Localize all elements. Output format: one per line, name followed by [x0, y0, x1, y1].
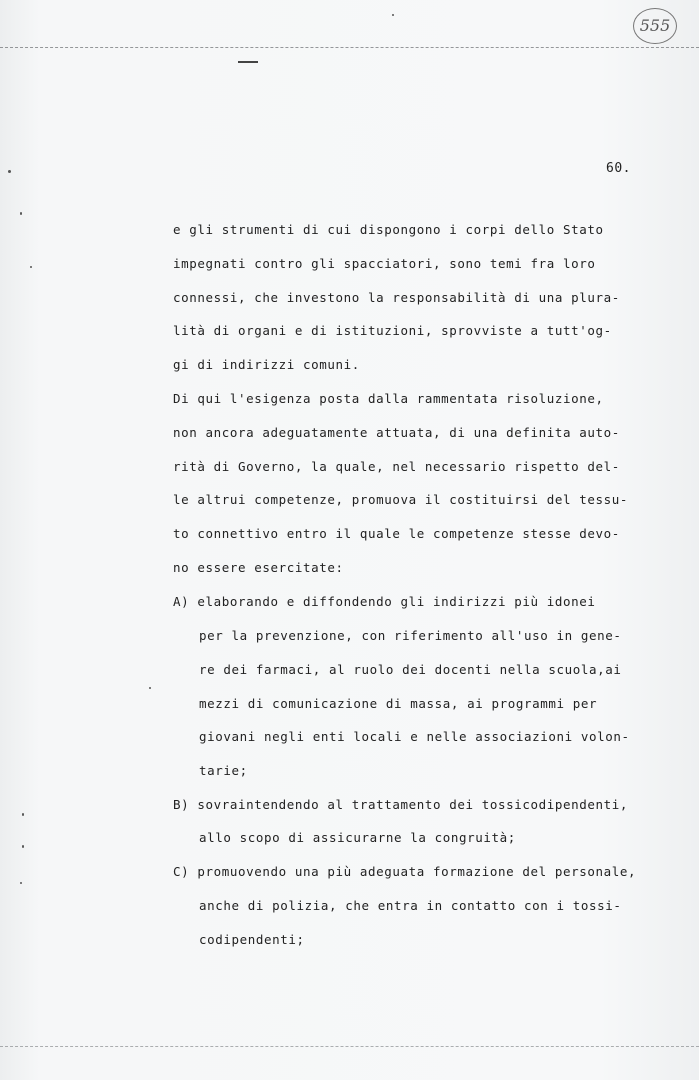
- text-line: mezzi di comunicazione di massa, ai programmi per: [199, 696, 598, 711]
- list-item-a: A) elaborando e diffondendo gli indirizzi più idonei: [173, 594, 596, 609]
- text-line: non ancora adeguatamente attuata, di una definita auto-: [173, 425, 620, 440]
- text-line: rità di Governo, la quale, nel necessario rispetto del-: [173, 459, 620, 474]
- bottom-rule: [0, 1046, 699, 1047]
- list-item-b: B) sovraintendendo al trattamento dei tossicodipendenti,: [173, 797, 629, 812]
- text-line: codipendenti;: [199, 932, 305, 947]
- top-rule: [0, 47, 699, 48]
- text-line: allo scopo di assicurarne la congruità;: [199, 830, 516, 845]
- text-line: lità di organi e di istituzioni, sprovviste a tutt'og-: [173, 323, 612, 338]
- scan-speck: [392, 14, 394, 16]
- archive-stamp: 555: [633, 8, 677, 44]
- text-line: connessi, che investono la responsabilità di una plura-: [173, 290, 620, 305]
- top-mark: [238, 61, 258, 63]
- scan-speck: [20, 882, 22, 884]
- text-line: gi di indirizzi comuni.: [173, 357, 360, 372]
- scan-speck: [22, 813, 24, 816]
- text-line: giovani negli enti locali e nelle associazioni volon-: [199, 729, 630, 744]
- scan-speck: [30, 266, 32, 268]
- text-line: tarie;: [199, 763, 248, 778]
- text-line: impegnati contro gli spacciatori, sono temi fra loro: [173, 256, 596, 271]
- scan-speck: [20, 212, 22, 215]
- text-line: re dei farmaci, al ruolo dei docenti nella scuola,ai: [199, 662, 622, 677]
- text-line: e gli strumenti di cui dispongono i corpi dello Stato: [173, 222, 604, 237]
- text-line: anche di polizia, che entra in contatto con i tossi-: [199, 898, 622, 913]
- text-line: no essere esercitate:: [173, 560, 344, 575]
- scan-speck: [22, 845, 24, 848]
- list-item-c: C) promuovendo una più adeguata formazione del personale,: [173, 864, 637, 879]
- scan-speck: [8, 170, 11, 173]
- scan-speck: [149, 687, 151, 689]
- text-line: le altrui competenze, promuova il costituirsi del tessu-: [173, 492, 629, 507]
- page-number: 60.: [606, 161, 631, 176]
- text-line: Di qui l'esigenza posta dalla rammentata risoluzione,: [173, 391, 604, 406]
- text-line: to connettivo entro il quale le competenze stesse devo-: [173, 526, 620, 541]
- text-line: per la prevenzione, con riferimento all'uso in gene-: [199, 628, 622, 643]
